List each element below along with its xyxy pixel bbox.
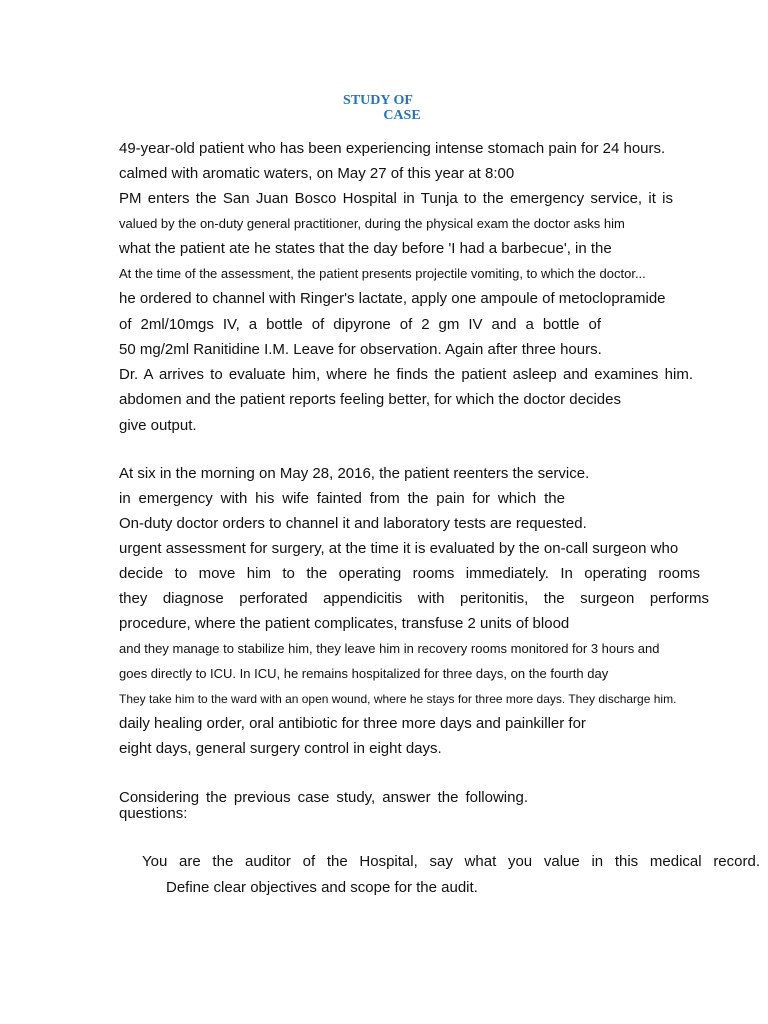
case-text-line: calmed with aromatic waters, on May 27 of this year at 8:00: [119, 165, 515, 182]
case-text-line: he ordered to channel with Ringer's lactate, apply one ampoule of metoclopramide: [119, 290, 666, 307]
case-text-line: daily healing order, oral antibiotic for three more days and painkiller for: [119, 715, 586, 732]
case-text-line: PM enters the San Juan Bosco Hospital in Tunja to the emergency service, it is: [119, 190, 673, 207]
instructions-line: questions:: [119, 805, 188, 822]
case-text-line: At the time of the assessment, the patient presents projectile vomiting, to which the doctor...: [119, 266, 646, 281]
case-text-line: they diagnose perforated appendicitis with peritonitis, the surgeon performs: [119, 590, 709, 607]
case-text-line: eight days, general surgery control in eight days.: [119, 740, 442, 757]
case-text-line: On-duty doctor orders to channel it and laboratory tests are requested.: [119, 515, 587, 532]
case-text-line: urgent assessment for surgery, at the time it is evaluated by the on-call surgeon who: [119, 540, 679, 557]
case-text-line: decide to move him to the operating rooms immediately. In operating rooms: [119, 565, 700, 582]
case-text-line: valued by the on-duty general practitioner, during the physical exam the doctor asks him: [119, 216, 625, 231]
case-text-line: procedure, where the patient complicates, transfuse 2 units of blood: [119, 615, 570, 632]
case-text-line: and they manage to stabilize him, they leave him in recovery rooms monitored for 3 hours and: [119, 641, 660, 656]
case-text-line: Dr. A arrives to evaluate him, where he finds the patient asleep and examines him.: [119, 366, 693, 383]
case-text-line: goes directly to ICU. In ICU, he remains hospitalized for three days, on the fourth day: [119, 666, 609, 681]
question-line: Define clear objectives and scope for the audit.: [166, 879, 478, 896]
case-text-line: in emergency with his wife fainted from the pain for which the: [119, 490, 565, 507]
case-text-line: 50 mg/2ml Ranitidine I.M. Leave for observation. Again after three hours.: [119, 341, 602, 358]
case-text-line: At six in the morning on May 28, 2016, the patient reenters the service.: [119, 465, 590, 482]
instructions-line: Considering the previous case study, answer the following.: [119, 789, 528, 806]
case-text-line: what the patient ate he states that the day before 'I had a barbecue', in the: [119, 240, 612, 257]
case-text-line: give output.: [119, 417, 197, 434]
case-text-line: 49-year-old patient who has been experiencing intense stomach pain for 24 hours.: [119, 140, 666, 157]
case-text-line: They take him to the ward with an open wound, where he stays for three more days. They discharge him.: [119, 692, 677, 706]
case-text-line: of 2ml/10mgs IV, a bottle of dipyrone of 2 gm IV and a bottle of: [119, 316, 601, 333]
document-title-line2: CASE: [383, 108, 421, 123]
document-title-line1: STUDY OF: [343, 93, 413, 108]
question-line: You are the auditor of the Hospital, say what you value in this medical record.: [142, 853, 760, 870]
case-text-line: abdomen and the patient reports feeling better, for which the doctor decides: [119, 391, 621, 408]
